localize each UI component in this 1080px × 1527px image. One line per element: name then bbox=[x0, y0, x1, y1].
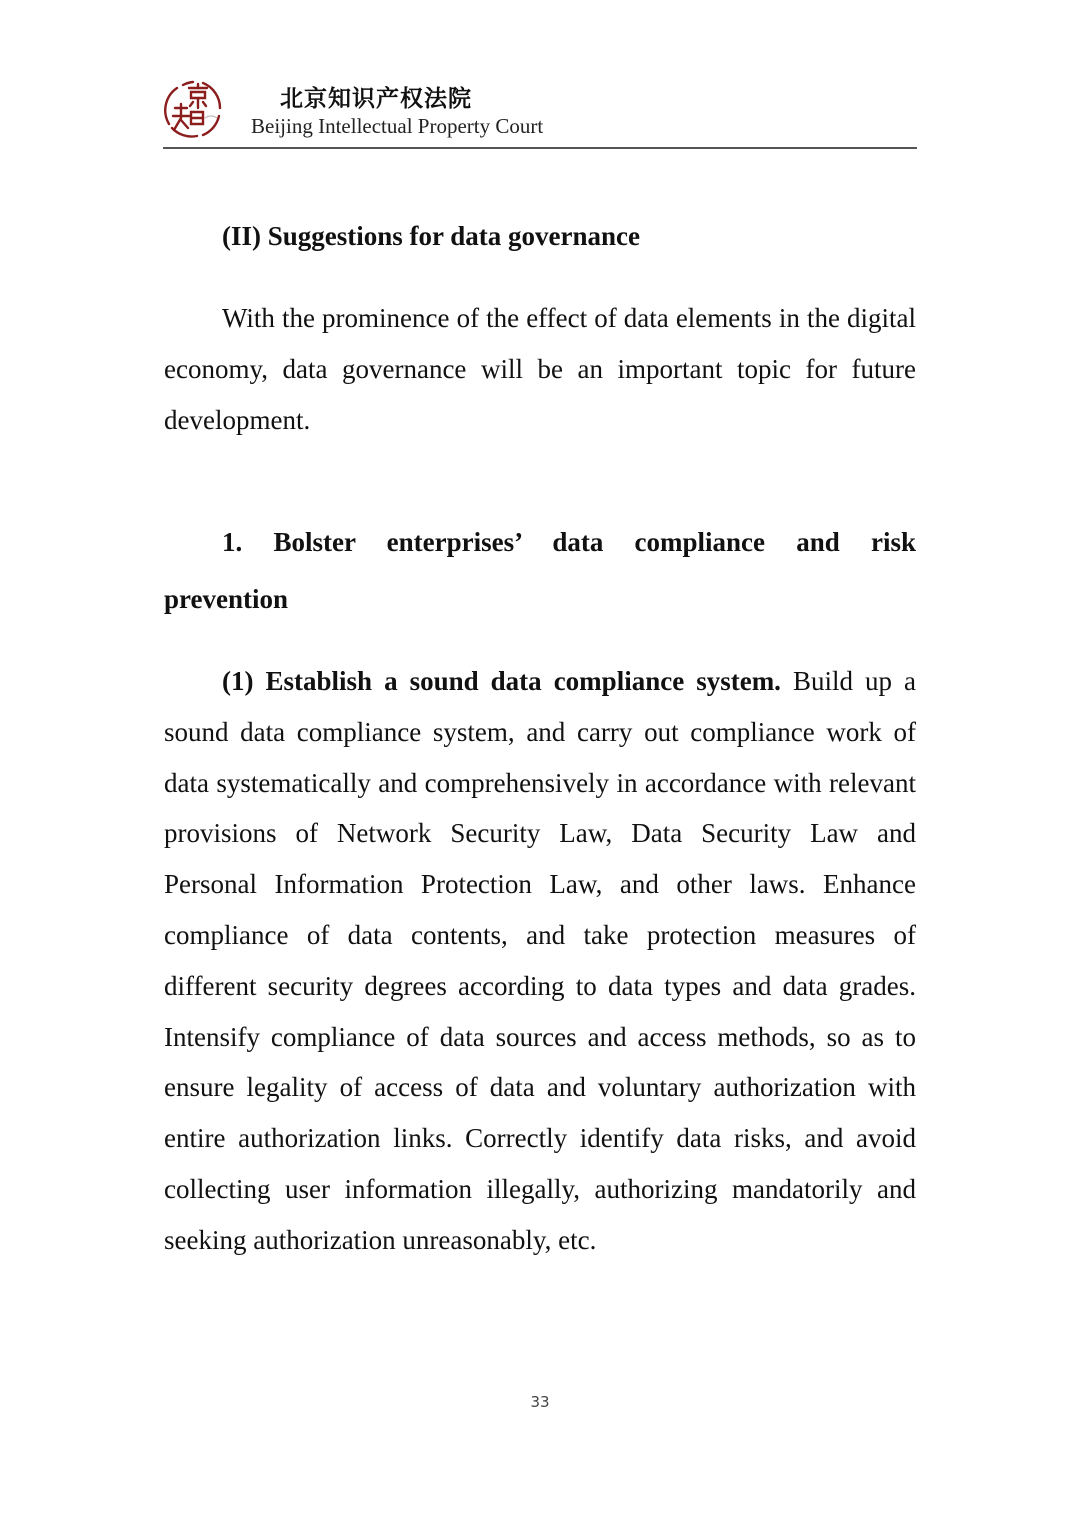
court-name-english: Beijing Intellectual Property Court bbox=[251, 114, 544, 138]
header-divider bbox=[163, 147, 917, 149]
section-heading: (II) Suggestions for data governance bbox=[222, 221, 640, 251]
page-number: 33 bbox=[530, 1393, 550, 1411]
court-seal-logo-icon bbox=[163, 78, 225, 140]
subsection-heading-text: 1. Bolster enterprises’ data compliance and risk prevention bbox=[164, 527, 916, 614]
page-header bbox=[163, 76, 917, 148]
intro-paragraph: With the prominence of the effect of data elements in the digital economy, data governance will be an important topic for future development. bbox=[164, 303, 916, 435]
item-text: Build up a sound data compliance system, and carry out compliance work of data systematically and comprehensively in accordance with relevant provisions of Network Security Law, Data Security Law and Personal Information Protection Law, and other laws. Enhance compliance of data contents, and take protection measures of different security degrees according to data types and data grades. Intensify compliance of data sources and access methods, so as to ensure legality of access of data and voluntary authorization with entire authorization links. Correctly identify data risks, and avoid collecting user information illegally, authorizing mandatorily and seeking authorization unreasonably, etc. bbox=[164, 666, 916, 1255]
compliance-paragraph bbox=[164, 656, 916, 1266]
court-name-chinese: 北京知识产权法院 bbox=[280, 86, 472, 112]
item-lead: (1) Establish a sound data compliance system. bbox=[222, 666, 781, 696]
subsection-heading bbox=[164, 514, 916, 628]
